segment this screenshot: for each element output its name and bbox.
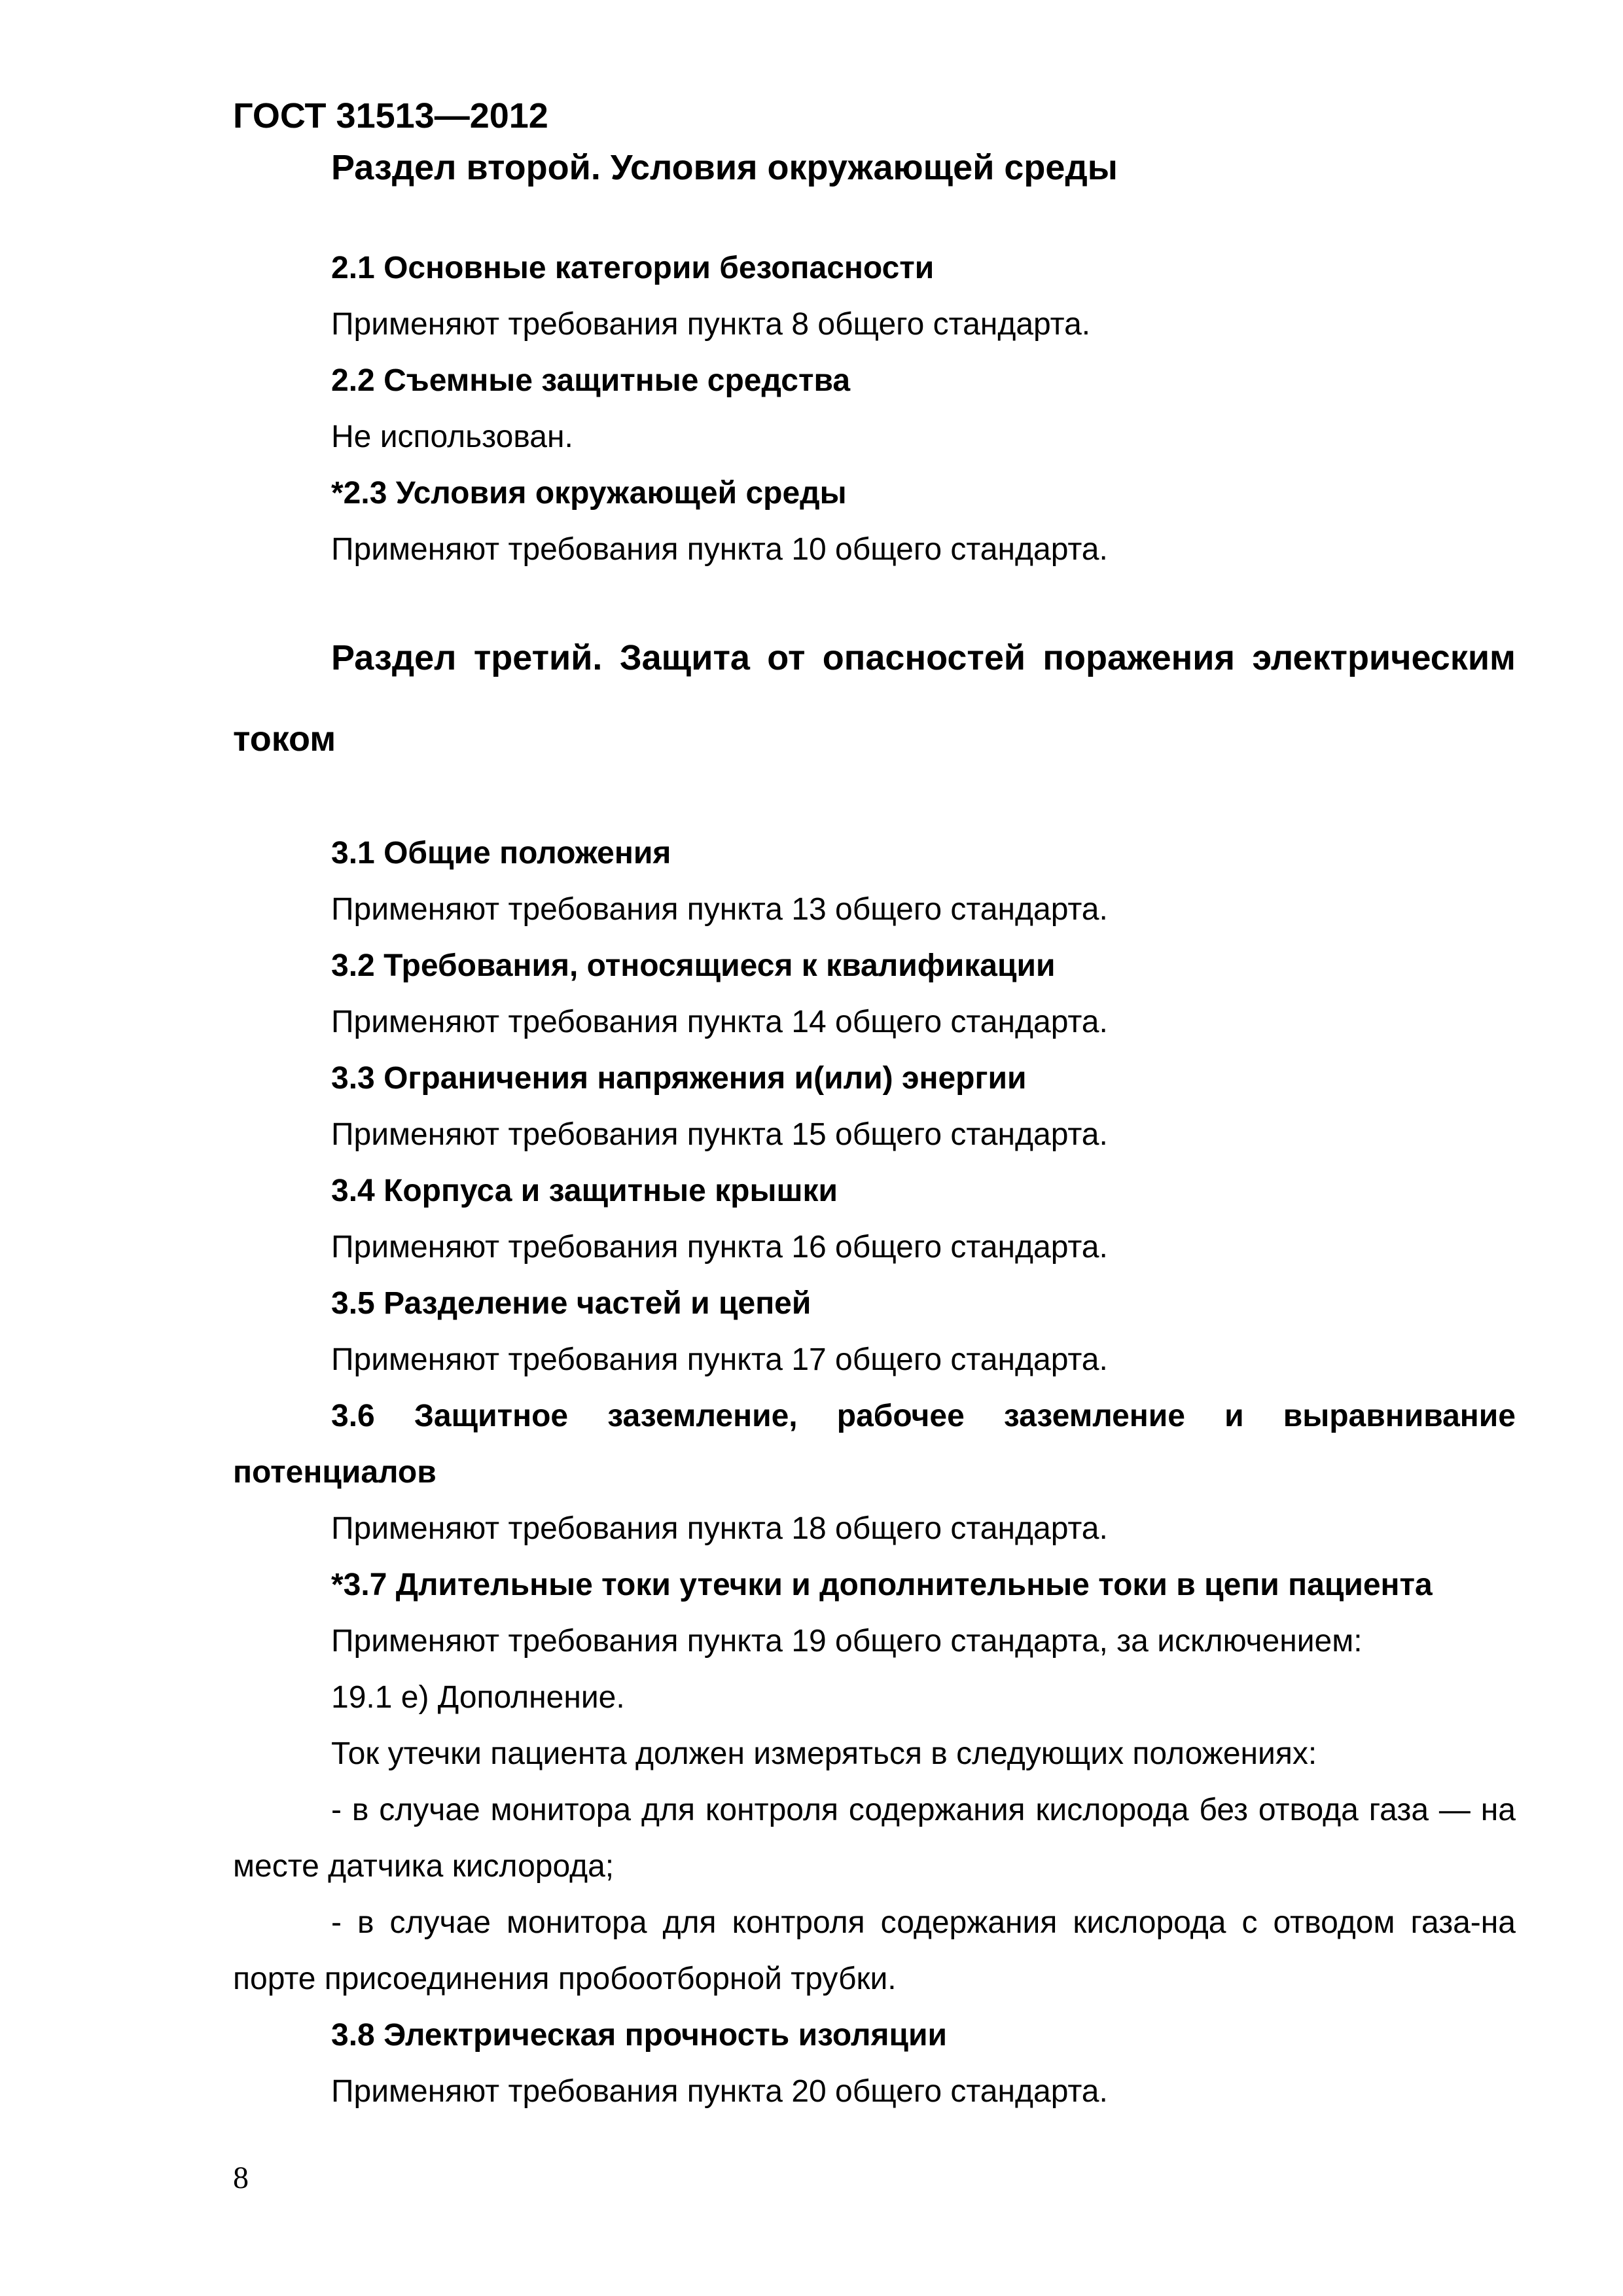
clause-text-2-1: Применяют требования пункта 8 общего стандарта. <box>331 307 1091 342</box>
clause-heading-3-4: 3.4 Корпуса и защитные крышки <box>331 1174 838 1208</box>
section-title-three: Раздел третий. Защита от опасностей поражения электрическим током <box>233 638 1516 759</box>
clause-heading-3-3: 3.3 Ограничения напряжения и(или) энергии <box>331 1061 1027 1096</box>
clause-heading-2-1: 2.1 Основные категории безопасности <box>331 251 935 285</box>
clause-heading-3-8: 3.8 Электрическая прочность изоляции <box>331 2018 947 2053</box>
clause-text-3-8: Применяют требования пункта 20 общего стандарта. <box>331 2074 1108 2109</box>
clause-heading-3-2: 3.2 Требования, относящиеся к квалификации <box>331 948 1056 983</box>
clause-text-3-1: Применяют требования пункта 13 общего стандарта. <box>331 892 1108 927</box>
clause-text-3-7-case-with-gas: - в случае монитора для контроля содержания кислорода с отводом газа-на порте присоединения пробоотборной трубки. <box>233 1905 1516 1996</box>
clause-text-3-7-measurement: Ток утечки пациента должен измеряться в следующих положениях: <box>331 1736 1317 1771</box>
clause-text-3-7-amendment: 19.1 е) Дополнение. <box>331 1680 625 1715</box>
page-number: 8 <box>233 2161 249 2195</box>
clause-text-2-3: Применяют требования пункта 10 общего стандарта. <box>331 532 1108 567</box>
clause-text-3-2: Применяют требования пункта 14 общего стандарта. <box>331 1005 1108 1039</box>
clause-heading-3-6: 3.6 Защитное заземление, рабочее заземление и выравнивание потенциалов <box>233 1399 1516 1490</box>
clause-heading-3-7: *3.7 Длительные токи утечки и дополнительные токи в цепи пациента <box>331 1568 1433 1602</box>
document-code: ГОСТ 31513—2012 <box>233 96 548 135</box>
section-title-two: Раздел второй. Условия окружающей среды <box>331 148 1118 187</box>
clause-text-3-3: Применяют требования пункта 15 общего стандарта. <box>331 1117 1108 1152</box>
page-body <box>233 141 1516 2120</box>
clause-text-3-4: Применяют требования пункта 16 общего стандарта. <box>331 1230 1108 1265</box>
clause-heading-3-5: 3.5 Разделение частей и цепей <box>331 1286 812 1321</box>
clause-text-3-7: Применяют требования пункта 19 общего стандарта, за исключением: <box>331 1624 1363 1659</box>
clause-heading-2-2: 2.2 Съемные защитные средства <box>331 363 851 398</box>
clause-text-2-2: Не использован. <box>331 420 573 454</box>
clause-heading-2-3: *2.3 Условия окружающей среды <box>331 476 847 511</box>
clause-text-3-7-case-without-gas: - в случае монитора для контроля содержания кислорода без отвода газа — на месте датчика кислорода; <box>233 1793 1516 1884</box>
clause-heading-3-1: 3.1 Общие положения <box>331 836 671 870</box>
clause-text-3-6: Применяют требования пункта 18 общего стандарта. <box>331 1511 1108 1546</box>
clause-text-3-5: Применяют требования пункта 17 общего стандарта. <box>331 1342 1108 1377</box>
